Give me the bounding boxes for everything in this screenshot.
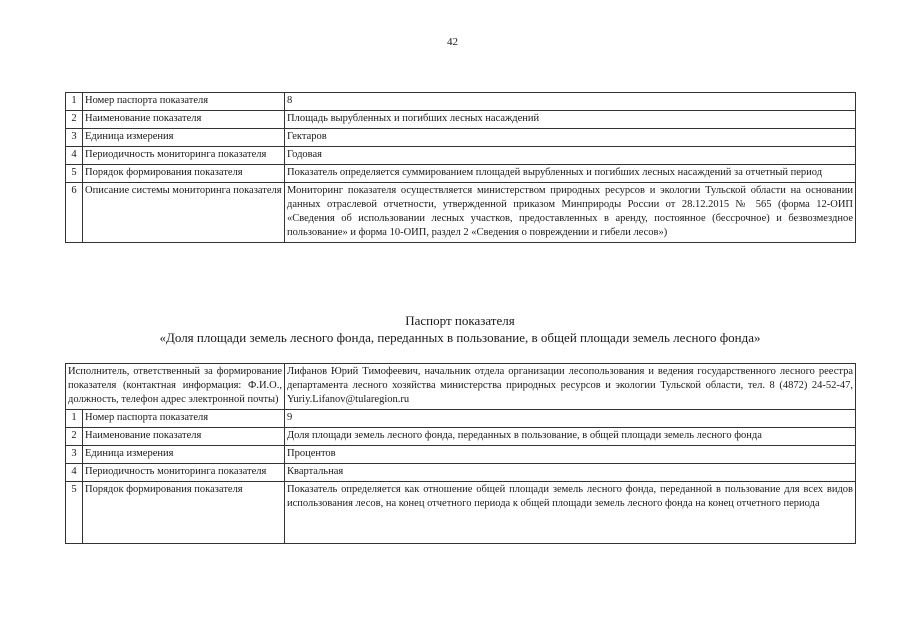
executor-label: Исполнитель, ответственный за формирование показателя (контактная информация: Ф.И.О., должность, телефон адрес электронной почты)	[66, 364, 285, 410]
row-number: 6	[66, 183, 83, 243]
row-number: 1	[66, 93, 83, 111]
row-value: Доля площади земель лесного фонда, переданных в пользование, в общей площади земель лесного фонда	[285, 428, 856, 446]
table-row-executor	[66, 364, 856, 410]
row-label: Номер паспорта показателя	[83, 410, 285, 428]
indicator-passport-table-8	[65, 92, 856, 243]
row-value: Годовая	[285, 147, 856, 165]
row-label: Единица измерения	[83, 446, 285, 464]
section-heading-indicator-name: «Доля площади земель лесного фонда, переданных в пользование, в общей площади земель лесного фонда»	[159, 330, 761, 345]
row-value: Гектаров	[285, 129, 856, 147]
row-value: Площадь вырубленных и погибших лесных насаждений	[285, 111, 856, 129]
table-row	[66, 446, 856, 464]
row-label: Порядок формирования показателя	[83, 482, 285, 544]
row-number: 5	[66, 165, 83, 183]
table-row	[66, 183, 856, 243]
table-row	[66, 464, 856, 482]
table-row	[66, 482, 856, 544]
section-heading	[65, 312, 855, 346]
row-number: 3	[66, 129, 83, 147]
row-value: 8	[285, 93, 856, 111]
page-number: 42	[447, 36, 458, 48]
row-value: Квартальная	[285, 464, 856, 482]
row-value: 9	[285, 410, 856, 428]
table-row	[66, 410, 856, 428]
row-number: 4	[66, 464, 83, 482]
executor-value: Лифанов Юрий Тимофеевич, начальник отдела организации лесопользования и ведения государственного лесного реестра департамента лесного хозяйства министерства природных ресурсов и экологии Тульской области, тел. 8 (4872) 24-52-47, Yuriy.Lifanov@tularegion.ru	[285, 364, 856, 410]
row-number: 2	[66, 428, 83, 446]
row-label: Единица измерения	[83, 129, 285, 147]
indicator-passport-table-9	[65, 363, 856, 544]
row-number: 4	[66, 147, 83, 165]
row-label: Наименование показателя	[83, 111, 285, 129]
row-value: Мониторинг показателя осуществляется министерством природных ресурсов и экологии Тульской области на основании данных отраслевой отчетности, утвержденной приказом Минприроды России от 28.12.2015 № 565 (форма 12-ОИП «Сведения об использовании лесных участков, предоставленных в аренду, постоянное (бессрочное) и безвозмездное пользование» и форма 10-ОИП, раздел 2 «Сведения о повреждении и гибели лесов»)	[285, 183, 856, 243]
row-label: Периодичность мониторинга показателя	[83, 147, 285, 165]
row-value: Процентов	[285, 446, 856, 464]
table-row	[66, 129, 856, 147]
table-row	[66, 165, 856, 183]
row-number: 3	[66, 446, 83, 464]
row-number: 5	[66, 482, 83, 544]
section-heading-title: Паспорт показателя	[405, 313, 515, 328]
row-number: 2	[66, 111, 83, 129]
row-value: Показатель определяется как отношение общей площади земель лесного фонда, переданной в пользование для всех видов использования лесов, на конец отчетного периода к общей площади земель лесного фонда на конец отчетного периода	[285, 482, 856, 544]
row-label: Номер паспорта показателя	[83, 93, 285, 111]
table-row	[66, 428, 856, 446]
row-label: Порядок формирования показателя	[83, 165, 285, 183]
row-label: Периодичность мониторинга показателя	[83, 464, 285, 482]
row-label: Описание системы мониторинга показателя	[83, 183, 285, 243]
table-row	[66, 93, 856, 111]
row-label: Наименование показателя	[83, 428, 285, 446]
row-number: 1	[66, 410, 83, 428]
table-row	[66, 147, 856, 165]
row-value: Показатель определяется суммированием площадей вырубленных и погибших лесных насаждений за отчетный период	[285, 165, 856, 183]
table-row	[66, 111, 856, 129]
